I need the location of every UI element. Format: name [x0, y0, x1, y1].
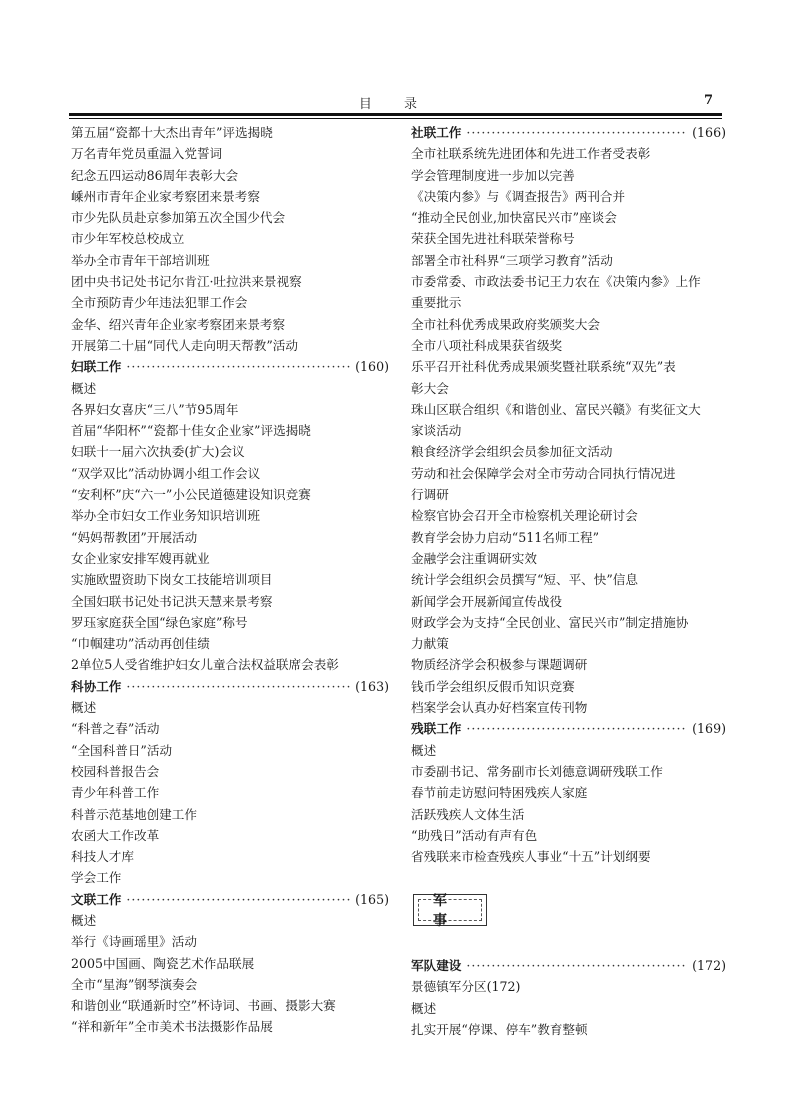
page-number: 7 [703, 93, 713, 108]
toc-entry[interactable]: 概述 [411, 742, 437, 758]
toc-entry[interactable]: 档案学会认真办好档案宣传刊物 [411, 700, 588, 716]
toc-page-number: (163) [355, 678, 389, 694]
toc-entry[interactable]: 家谈活动 [411, 423, 462, 439]
toc-entry[interactable]: 全市预防青少年违法犯罪工作会 [71, 295, 248, 311]
toc-entry[interactable]: 金华、绍兴青年企业家考察团来景考察 [71, 316, 286, 332]
toc-subsection-heading[interactable] [411, 976, 726, 997]
toc-entry[interactable]: 举办全市青年干部培训班 [71, 252, 210, 268]
toc-entry[interactable]: 统计学会组织会员撰写“短、平、快”信息 [411, 572, 638, 588]
toc-entry[interactable]: 举办全市妇女工作业务知识培训班 [71, 508, 260, 524]
toc-dot-leader [466, 718, 687, 739]
toc-section-title: 社联工作 [411, 125, 462, 140]
toc-left-column [71, 122, 389, 1038]
toc-entry[interactable]: 全市社联系统先进团体和先进工作者受表彰 [411, 146, 651, 162]
toc-entry[interactable]: “祥和新年”全市美术书法摄影作品展 [71, 1019, 273, 1035]
toc-entry[interactable]: 钱币学会组织反假币知识竞赛 [411, 678, 575, 694]
toc-entry[interactable]: 市少先队员赴京参加第五次全国少代会 [71, 210, 286, 226]
toc-entry[interactable]: 纪念五四运动86周年表彰大会 [71, 167, 239, 183]
toc-entry[interactable]: 珠山区联合组织《和谐创业、富民兴赣》有奖征文大 [411, 401, 701, 417]
toc-dot-leader [126, 889, 350, 910]
toc-entry[interactable]: 嵊州市青年企业家考察团来景考察 [71, 188, 260, 204]
toc-entry[interactable]: “巾帼建功”活动再创佳绩 [71, 636, 210, 652]
toc-entry[interactable]: 举行《诗画瑶里》活动 [71, 934, 197, 950]
toc-dot-leader [126, 356, 350, 377]
toc-page-number: (172) [486, 979, 521, 995]
toc-entry[interactable]: “全国科普日”活动 [71, 742, 173, 758]
toc-entry[interactable]: “妈妈帮教团”开展活动 [71, 529, 198, 545]
toc-section-title: 军队建设 [411, 958, 462, 973]
toc-entry[interactable]: 市委副书记、常务副市长刘德意调研残联工作 [411, 763, 663, 779]
toc-entry[interactable]: 校园科普报告会 [71, 763, 160, 779]
toc-entry[interactable]: 科普示范基地创建工作 [71, 806, 197, 822]
toc-entry[interactable]: 开展第二十届“同代人走向明天帮教”活动 [71, 337, 298, 353]
toc-page-number: (165) [355, 891, 389, 907]
toc-section-title: 文联工作 [71, 891, 122, 907]
toc-entry[interactable]: 市少年军校总校成立 [71, 231, 185, 247]
toc-entry[interactable]: 概述 [71, 700, 97, 716]
toc-entry[interactable]: 市委常委、市政法委书记王力农在《决策内参》上作 [411, 274, 701, 290]
toc-entry[interactable]: 部署全市社科界“三项学习教育”活动 [411, 252, 613, 268]
toc-entry[interactable]: 粮食经济学会组织会员参加征文活动 [411, 444, 613, 460]
toc-dot-leader [126, 676, 350, 697]
toc-page-number: (169) [692, 721, 726, 737]
toc-entry[interactable]: 妇联十一届六次执委(扩大)会议 [71, 444, 245, 460]
toc-entry[interactable]: “科普之春”活动 [71, 721, 160, 737]
toc-entry[interactable]: 首届“华阳杯”“瓷都十佳女企业家”评选揭晓 [71, 423, 311, 439]
toc-entry[interactable]: 重要批示 [411, 295, 462, 311]
toc-entry[interactable]: 检察官协会召开全市检察机关理论研讨会 [411, 508, 638, 524]
toc-entry[interactable]: 全市“星海”钢琴演奏会 [71, 976, 198, 992]
toc-entry[interactable]: 和谐创业“联通新时空”杯诗词、书画、摄影大赛 [71, 998, 336, 1014]
toc-entry[interactable]: 力献策 [411, 636, 449, 652]
toc-section-title: 科协工作 [71, 678, 122, 694]
toc-entry[interactable]: 全国妇联书记处书记洪天慧来景考察 [71, 593, 273, 609]
header-rule-thin [69, 118, 722, 119]
toc-entry[interactable]: 女企业家安排军嫂再就业 [71, 550, 210, 566]
toc-entry[interactable]: 罗珏家庭获全国“绿色家庭”称号 [71, 614, 248, 630]
military-heading-box [413, 893, 487, 929]
running-header [69, 91, 721, 113]
toc-page-number: (172) [692, 958, 726, 973]
toc-military-section [411, 955, 726, 1040]
toc-entry[interactable]: 春节前走访慰问特困残疾人家庭 [411, 785, 588, 801]
toc-entry[interactable]: 行调研 [411, 487, 449, 503]
toc-entry[interactable]: 省残联来市检查残疾人事业“十五”计划纲要 [411, 849, 651, 865]
toc-section-heading[interactable] [411, 122, 726, 143]
toc-entry[interactable]: 扎实开展“停课、停车”教育整顿 [411, 1021, 588, 1037]
toc-entry[interactable]: 概述 [71, 912, 97, 928]
toc-page-number: (160) [355, 359, 389, 375]
toc-section-title: 妇联工作 [71, 359, 122, 375]
toc-entry[interactable]: 学会管理制度进一步加以完善 [411, 167, 575, 183]
toc-section-title: 景德镇军分区 [411, 979, 487, 995]
toc-entry[interactable]: 各界妇女喜庆“三八”节95周年 [71, 401, 239, 417]
toc-section-heading[interactable] [71, 356, 389, 377]
toc-entry[interactable]: 2005中国画、陶瓷艺术作品联展 [71, 955, 255, 971]
toc-section-heading[interactable] [71, 889, 389, 910]
toc-entry[interactable]: 概述 [411, 1000, 437, 1016]
toc-entry[interactable]: 实施欧盟资助下岗女工技能培训项目 [71, 572, 273, 588]
toc-entry[interactable]: 活跃残疾人文体生活 [411, 806, 525, 822]
military-heading: 军 事 [418, 899, 482, 921]
toc-entry[interactable]: 青少年科普工作 [71, 785, 160, 801]
header-rule-thick [69, 113, 722, 116]
toc-entry[interactable]: 乐平召开社科优秀成果颁奖暨社联系统“双先”表 [411, 359, 676, 375]
toc-entry[interactable]: 全市八项社科成果获省级奖 [411, 337, 563, 353]
toc-entry[interactable]: 万名青年党员重温入党誓词 [71, 146, 223, 162]
toc-entry[interactable]: 农函大工作改革 [71, 827, 160, 843]
toc-dot-leader [466, 955, 687, 976]
toc-entry[interactable]: 学会工作 [71, 870, 122, 886]
toc-entry[interactable]: 全市社科优秀成果政府奖颁奖大会 [411, 316, 600, 332]
toc-section-heading[interactable] [411, 718, 726, 739]
toc-section-heading[interactable] [411, 955, 726, 976]
toc-entry[interactable]: 《决策内参》与《调查报告》两刊合并 [411, 188, 626, 204]
toc-entry[interactable]: “双学双比”活动协调小组工作会议 [71, 465, 261, 481]
toc-dot-leader [466, 122, 687, 143]
toc-right-column [411, 122, 726, 867]
toc-section-heading[interactable] [71, 676, 389, 697]
header-title: 目 录 [358, 97, 432, 112]
toc-entry[interactable]: 新闻学会开展新闻宣传战役 [411, 593, 563, 609]
toc-entry[interactable]: “推动全民创业,加快富民兴市”座谈会 [411, 210, 617, 226]
toc-entry[interactable]: 教育学会协力启动“511名师工程” [411, 529, 600, 545]
toc-entry[interactable]: 物质经济学会积极参与课题调研 [411, 657, 588, 673]
toc-entry[interactable]: 彰大会 [411, 380, 449, 396]
toc-entry[interactable]: 财政学会为支持“全民创业、富民兴市”制定措施协 [411, 614, 689, 630]
toc-entry[interactable]: 2单位5人受省维护妇女儿童合法权益联席会表彰 [71, 657, 339, 673]
toc-entry[interactable]: 劳动和社会保障学会对全市劳动合同执行情况进 [411, 465, 676, 481]
toc-entry[interactable]: 科技人才库 [71, 849, 134, 865]
toc-entry[interactable]: 金融学会注重调研实效 [411, 550, 537, 566]
toc-entry[interactable]: 荣获全国先进社科联荣誉称号 [411, 231, 575, 247]
toc-entry[interactable]: 第五届“瓷都十大杰出青年”评选揭晓 [71, 125, 273, 140]
toc-entry[interactable]: 概述 [71, 380, 97, 396]
toc-entry[interactable]: 团中央书记处书记尔肯江·吐拉洪来景视察 [71, 274, 302, 290]
toc-entry[interactable]: “安利杯”庆“六一”小公民道德建设知识竞赛 [71, 487, 311, 503]
toc-section-title: 残联工作 [411, 721, 462, 737]
toc-page-number: (166) [692, 125, 726, 140]
toc-entry[interactable]: “助残日”活动有声有色 [411, 827, 538, 843]
